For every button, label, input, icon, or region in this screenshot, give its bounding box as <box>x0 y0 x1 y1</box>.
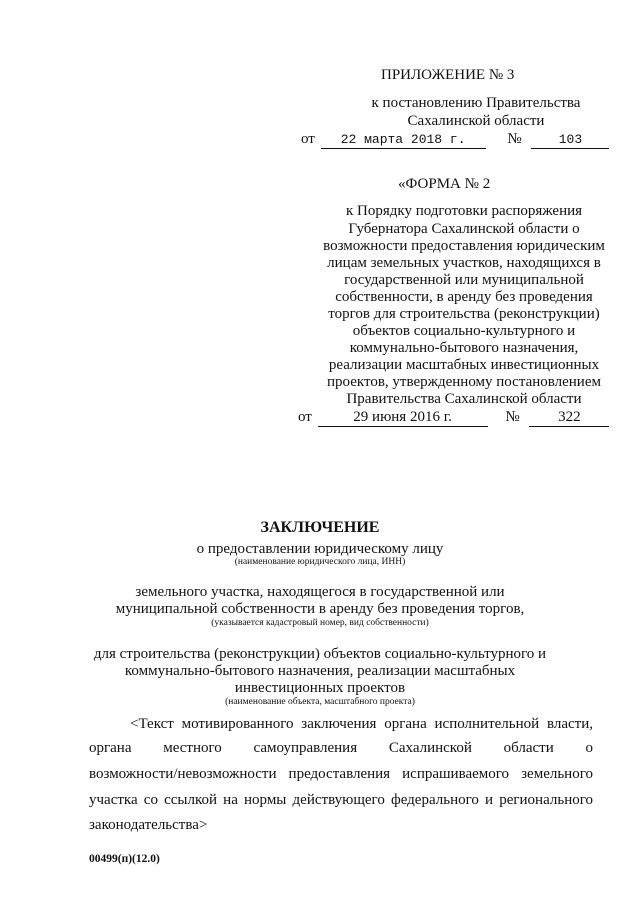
conclusion-line-5: коммунально-бытового назначения, реализации масштабных <box>124 663 516 679</box>
form-line-10: реализации масштабных инвестиционных <box>328 357 600 373</box>
appendix-number: 103 <box>531 131 609 149</box>
form-line-7: торгов для строительства (реконструкции) <box>328 306 600 322</box>
appendix-title: ПРИЛОЖЕНИЕ № 3 <box>381 67 515 83</box>
form-date: 29 июня 2016 г. <box>318 409 488 427</box>
conclusion-line-3: муниципальной собственности в аренду без проведения торгов, <box>115 601 525 617</box>
form-line-12: Правительства Сахалинской области <box>346 391 582 407</box>
appendix-date: 22 марта 2018 г. <box>321 131 486 149</box>
form-line-11: проектов, утвержденному постановлением <box>327 374 601 390</box>
form-number-label: № <box>505 409 520 425</box>
form-line-1: к Порядку подготовки распоряжения <box>345 203 583 219</box>
form-from-label: от <box>298 409 312 425</box>
form-number: 322 <box>529 409 609 427</box>
form-line-2: Губернатора Сахалинской области о <box>348 221 580 237</box>
conclusion-note-2: (указывается кадастровый номер, вид собственности) <box>211 618 429 628</box>
form-title: «ФОРМА № 2 <box>398 176 491 192</box>
conclusion-note-3: (наименование объекта, масштабного проекта) <box>225 697 415 707</box>
conclusion-heading: ЗАКЛЮЧЕНИЕ <box>260 519 380 536</box>
conclusion-line-1: о предоставлении юридическому лицу <box>196 541 444 557</box>
appendix-line-2: Сахалинской области <box>407 113 545 129</box>
conclusion-line-6: инвестиционных проектов <box>234 680 406 696</box>
body-text-line-2: органа местного самоуправления Сахалинской области о <box>89 740 593 756</box>
form-line-8: объектов социально-культурного и <box>352 323 576 339</box>
form-line-6: собственности, в аренду без проведения <box>335 289 593 305</box>
appendix-date-row <box>301 131 609 149</box>
conclusion-note-1: (наименование юридического лица, ИНН) <box>234 557 406 567</box>
footer-code: 00499(п)(12.0) <box>89 853 160 865</box>
form-line-5: государственной или муниципальной <box>344 272 584 288</box>
conclusion-line-4: для строительства (реконструкции) объектов социально-культурного и <box>93 646 547 662</box>
form-line-3: возможности предоставления юридическим <box>323 238 605 254</box>
body-text-line-3: возможности/невозможности предоставления испрашиваемого земельного <box>89 766 593 782</box>
conclusion-line-2: земельного участка, находящегося в государственной или <box>135 584 505 600</box>
form-line-9: коммунально-бытового назначения, <box>349 340 579 356</box>
form-line-4: лицам земельных участков, находящихся в <box>327 255 601 271</box>
form-date-row <box>298 409 609 427</box>
body-text-line-4: участка со ссылкой на нормы действующего федерального и регионального <box>89 792 593 808</box>
appendix-number-label: № <box>507 131 522 147</box>
appendix-line-1: к постановлению Правительства <box>371 95 581 111</box>
body-text-line-5: законодательства> <box>89 817 208 833</box>
appendix-from-label: от <box>301 131 315 147</box>
body-text-line-1: <Текст мотивированного заключения органа исполнительной власти, <box>130 716 593 732</box>
